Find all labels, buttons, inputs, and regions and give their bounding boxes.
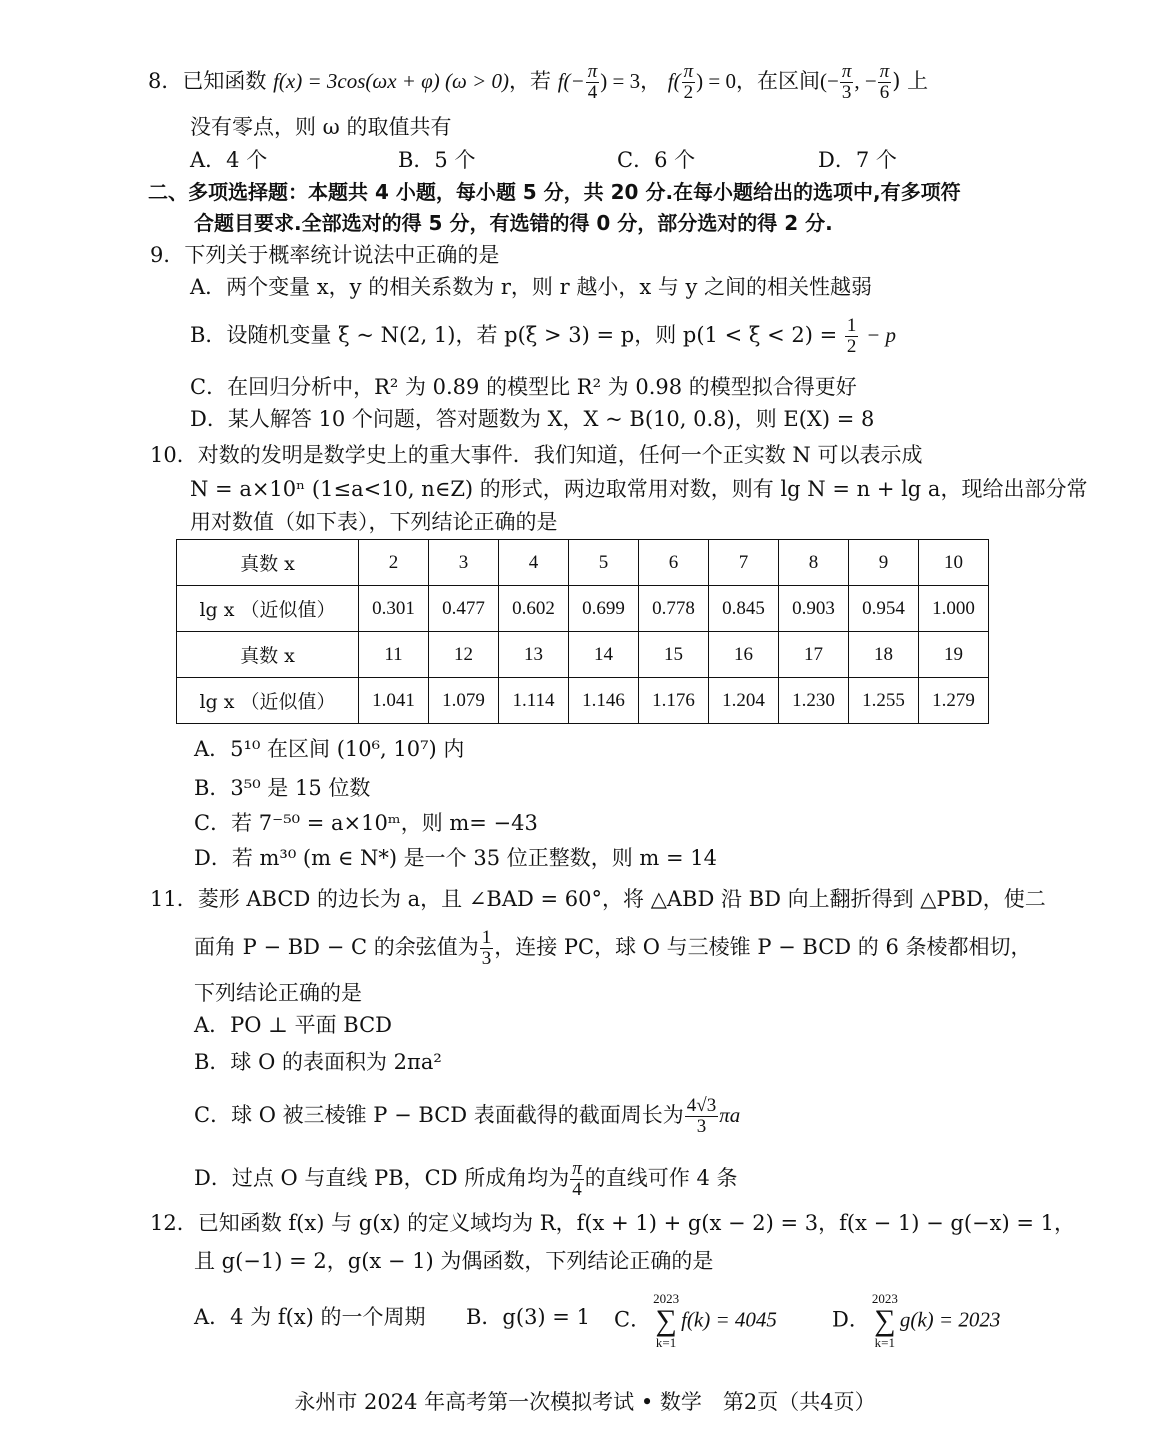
table-row-header: lg x （近似值）	[177, 678, 359, 724]
table-row: 真数 x 2 3 4 5 6 7 8 9 10	[177, 540, 989, 586]
table-row-header: 真数 x	[177, 632, 359, 678]
q12-stem-line2: 且 g(−1) = 2，g(x − 1) 为偶函数，下列结论正确的是	[194, 1249, 714, 1273]
q12-option-a: A．4 为 f(x) 的一个周期	[194, 1305, 426, 1329]
table-row-header: lg x （近似值）	[177, 586, 359, 632]
q8-option-b: B．5 个	[398, 148, 476, 172]
summation-symbol: 2023 ∑ k=1	[871, 1291, 898, 1350]
q11-stem-line1: 11．菱形 ABCD 的边长为 a，且 ∠BAD = 60°，将 △ABD 沿 BD 向上翻折得到 △PBD，使二	[150, 887, 1046, 911]
q11-option-b: B．球 O 的表面积为 2πa²	[194, 1050, 442, 1074]
q11-stem-line2: 面角 P − BD − C 的余弦值为 $\frac{1}{3}$ ，连接 PC，球 O 与三棱锥 P − BCD 的 6 条棱都相切，	[194, 927, 1032, 969]
q12-option-d: D． 2023 ∑ k=1 g(k) = 2023	[832, 1291, 1001, 1350]
table-row: 真数 x 11 12 13 14 15 16 17 18 19	[177, 632, 989, 678]
q10-stem-line1: 10．对数的发明是数学史上的重大事件．我们知道，任何一个正实数 N 可以表示成	[150, 443, 923, 467]
q10-option-d: D．若 m³⁰ (m ∈ N*) 是一个 35 位正整数，则 m = 14	[194, 846, 718, 870]
q8-option-a: A．4 个	[190, 148, 268, 172]
q9-stem: 9．下列关于概率统计说法中正确的是	[150, 243, 500, 267]
summation-symbol: 2023 ∑ k=1	[653, 1291, 680, 1350]
q8-option-c: C．6 个	[617, 148, 696, 172]
section2-heading-line2: 合题目要求.全部选对的得 5 分，有选错的得 0 分，部分选对的得 2 分.	[194, 211, 833, 235]
q10-option-a: A．5¹⁰ 在区间 (10⁶, 10⁷) 内	[194, 737, 465, 761]
log-table	[176, 539, 989, 724]
q8-line2: 没有零点，则 ω 的取值共有	[190, 115, 452, 139]
q12-option-c: C． 2023 ∑ k=1 f(k) = 4045	[614, 1291, 777, 1350]
q11-option-a: A．PO ⊥ 平面 BCD	[194, 1013, 393, 1037]
q11-option-d: D．过点 O 与直线 PB，CD 所成角均为 $\frac{\pi}{4}$ 的直线可作 4 条	[194, 1158, 738, 1200]
q8-line1: 8．已知函数 f(x) = 3cos(ωx + φ) (ω > 0)，若 f(− $\frac{\pi}{4}$ ) = 3， f( $\frac{\pi}{2}$ ) = 0，在区间(− $\frac{\pi}{3}$ , − $\frac{\pi}{6}$ ) 上	[148, 61, 929, 103]
q10-option-c: C．若 7⁻⁵⁰ = a×10ᵐ，则 m= −43	[194, 811, 538, 835]
q9-option-a: A．两个变量 x，y 的相关系数为 r，则 r 越小，x 与 y 之间的相关性越弱	[190, 275, 873, 299]
q11-option-c: C．球 O 被三棱锥 P − BCD 表面截得的截面周长为 $\frac{4√3}{3}$ πa	[194, 1095, 741, 1137]
section2-heading-line1: 二、多项选择题：本题共 4 小题，每小题 5 分，共 20 分.在每小题给出的选项中,有多项符	[148, 180, 961, 204]
page-footer: 永州市 2024 年高考第一次模拟考试 • 数学 第2页（共4页）	[294, 1390, 876, 1414]
q10-stem-line2: N = a×10ⁿ (1≤a<10, n∈Z) 的形式，两边取常用对数，则有 lg N = n + lg a，现给出部分常	[190, 477, 1088, 501]
table-row-header: 真数 x	[177, 540, 359, 586]
q10-option-b: B．3⁵⁰ 是 15 位数	[194, 776, 371, 800]
table-row: lg x （近似值） 0.301 0.477 0.602 0.699 0.778 0.845 0.903 0.954 1.000	[177, 586, 989, 632]
q8-option-d: D．7 个	[818, 148, 897, 172]
q10-stem-line3: 用对数值（如下表），下列结论正确的是	[190, 510, 558, 534]
q12-stem-line1: 12．已知函数 f(x) 与 g(x) 的定义域均为 R，f(x + 1) + g(x − 2) = 3，f(x − 1) − g(−x) = 1，	[150, 1211, 1075, 1235]
q9-option-b: B．设随机变量 ξ ~ N(2, 1)，若 p(ξ > 3) = p，则 p(1 < ξ < 2) = $\frac{1}{2}$ − p	[190, 315, 896, 357]
q9-option-d: D．某人解答 10 个问题，答对题数为 X，X ~ B(10, 0.8)，则 E(X) = 8	[190, 407, 875, 431]
q12-option-b: B．g(3) = 1	[466, 1305, 590, 1329]
q11-stem-line3: 下列结论正确的是	[194, 981, 362, 1005]
table-row: lg x （近似值） 1.041 1.079 1.114 1.146 1.176 1.204 1.230 1.255 1.279	[177, 678, 989, 724]
q9-option-c: C．在回归分析中，R² 为 0.89 的模型比 R² 为 0.98 的模型拟合得更好	[190, 375, 857, 399]
